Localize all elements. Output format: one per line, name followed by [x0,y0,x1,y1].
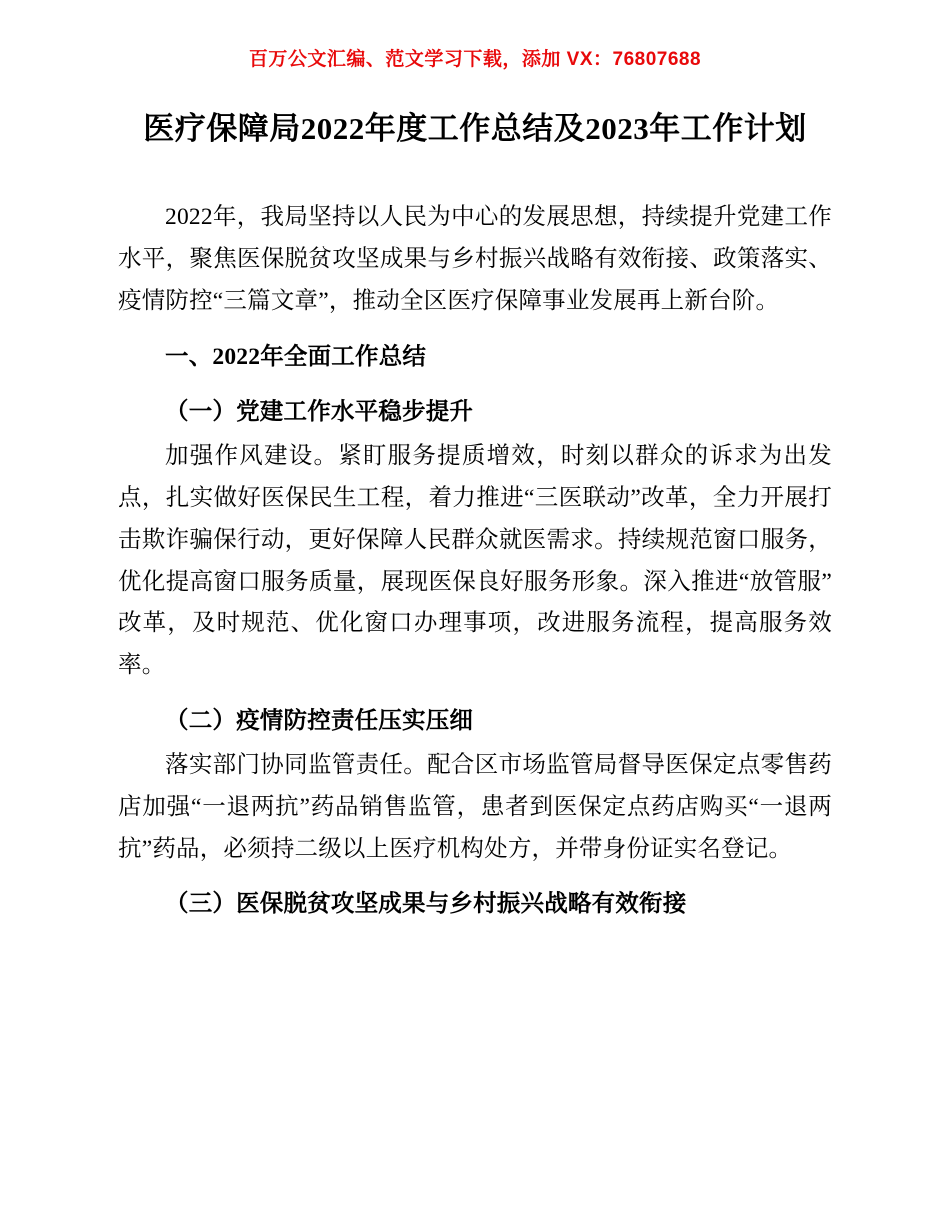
subsection-heading-three: （三）医保脱贫攻坚成果与乡村振兴战略有效衔接 [165,891,687,918]
section-heading-one: 一、2022年全面工作总结 [165,343,427,370]
paragraph-epidemic-control: 落实部门协同监管责任。配合区市场监管局督导医保定点零售药店加强“一退两抗”药品销售监管，患者到医保定点药店购买“一退两抗”药品，必须持二级以上医疗机构处方，并带身份证实名登记。 [118,751,832,862]
intro-paragraph: 2022年，我局坚持以人民为中心的发展思想，持续提升党建工作水平，聚焦医保脱贫攻坚成果与乡村振兴战略有效衔接、政策落实、疫情防控“三篇文章”，推动全区医疗保障事业发展再上新台阶。 [118,204,832,314]
page-title: 医疗保障局2022年度工作总结及2023年工作计划 [143,111,807,146]
subsection-heading-two: （二）疫情防控责任压实压细 [165,708,474,735]
watermark-banner: 百万公文汇编、范文学习下载，添加 VX：76807688 [248,49,702,70]
paragraph-party-building: 加强作风建设。紧盯服务提质增效，时刻以群众的诉求为出发点，扎实做好医保民生工程，着力推进“三医联动”改革，全力开展打击欺诈骗保行动，更好保障人民群众就医需求。持续规范窗口服务，优化提高窗口服务质量，展现医保良好服务形象。深入推进“放管服”改革，及时规范、优化窗口办理事项，改进服务流程，提高服务效率。 [118,443,832,679]
document-body [118,197,832,926]
subsection-heading-one: （一）党建工作水平稳步提升 [165,399,474,426]
